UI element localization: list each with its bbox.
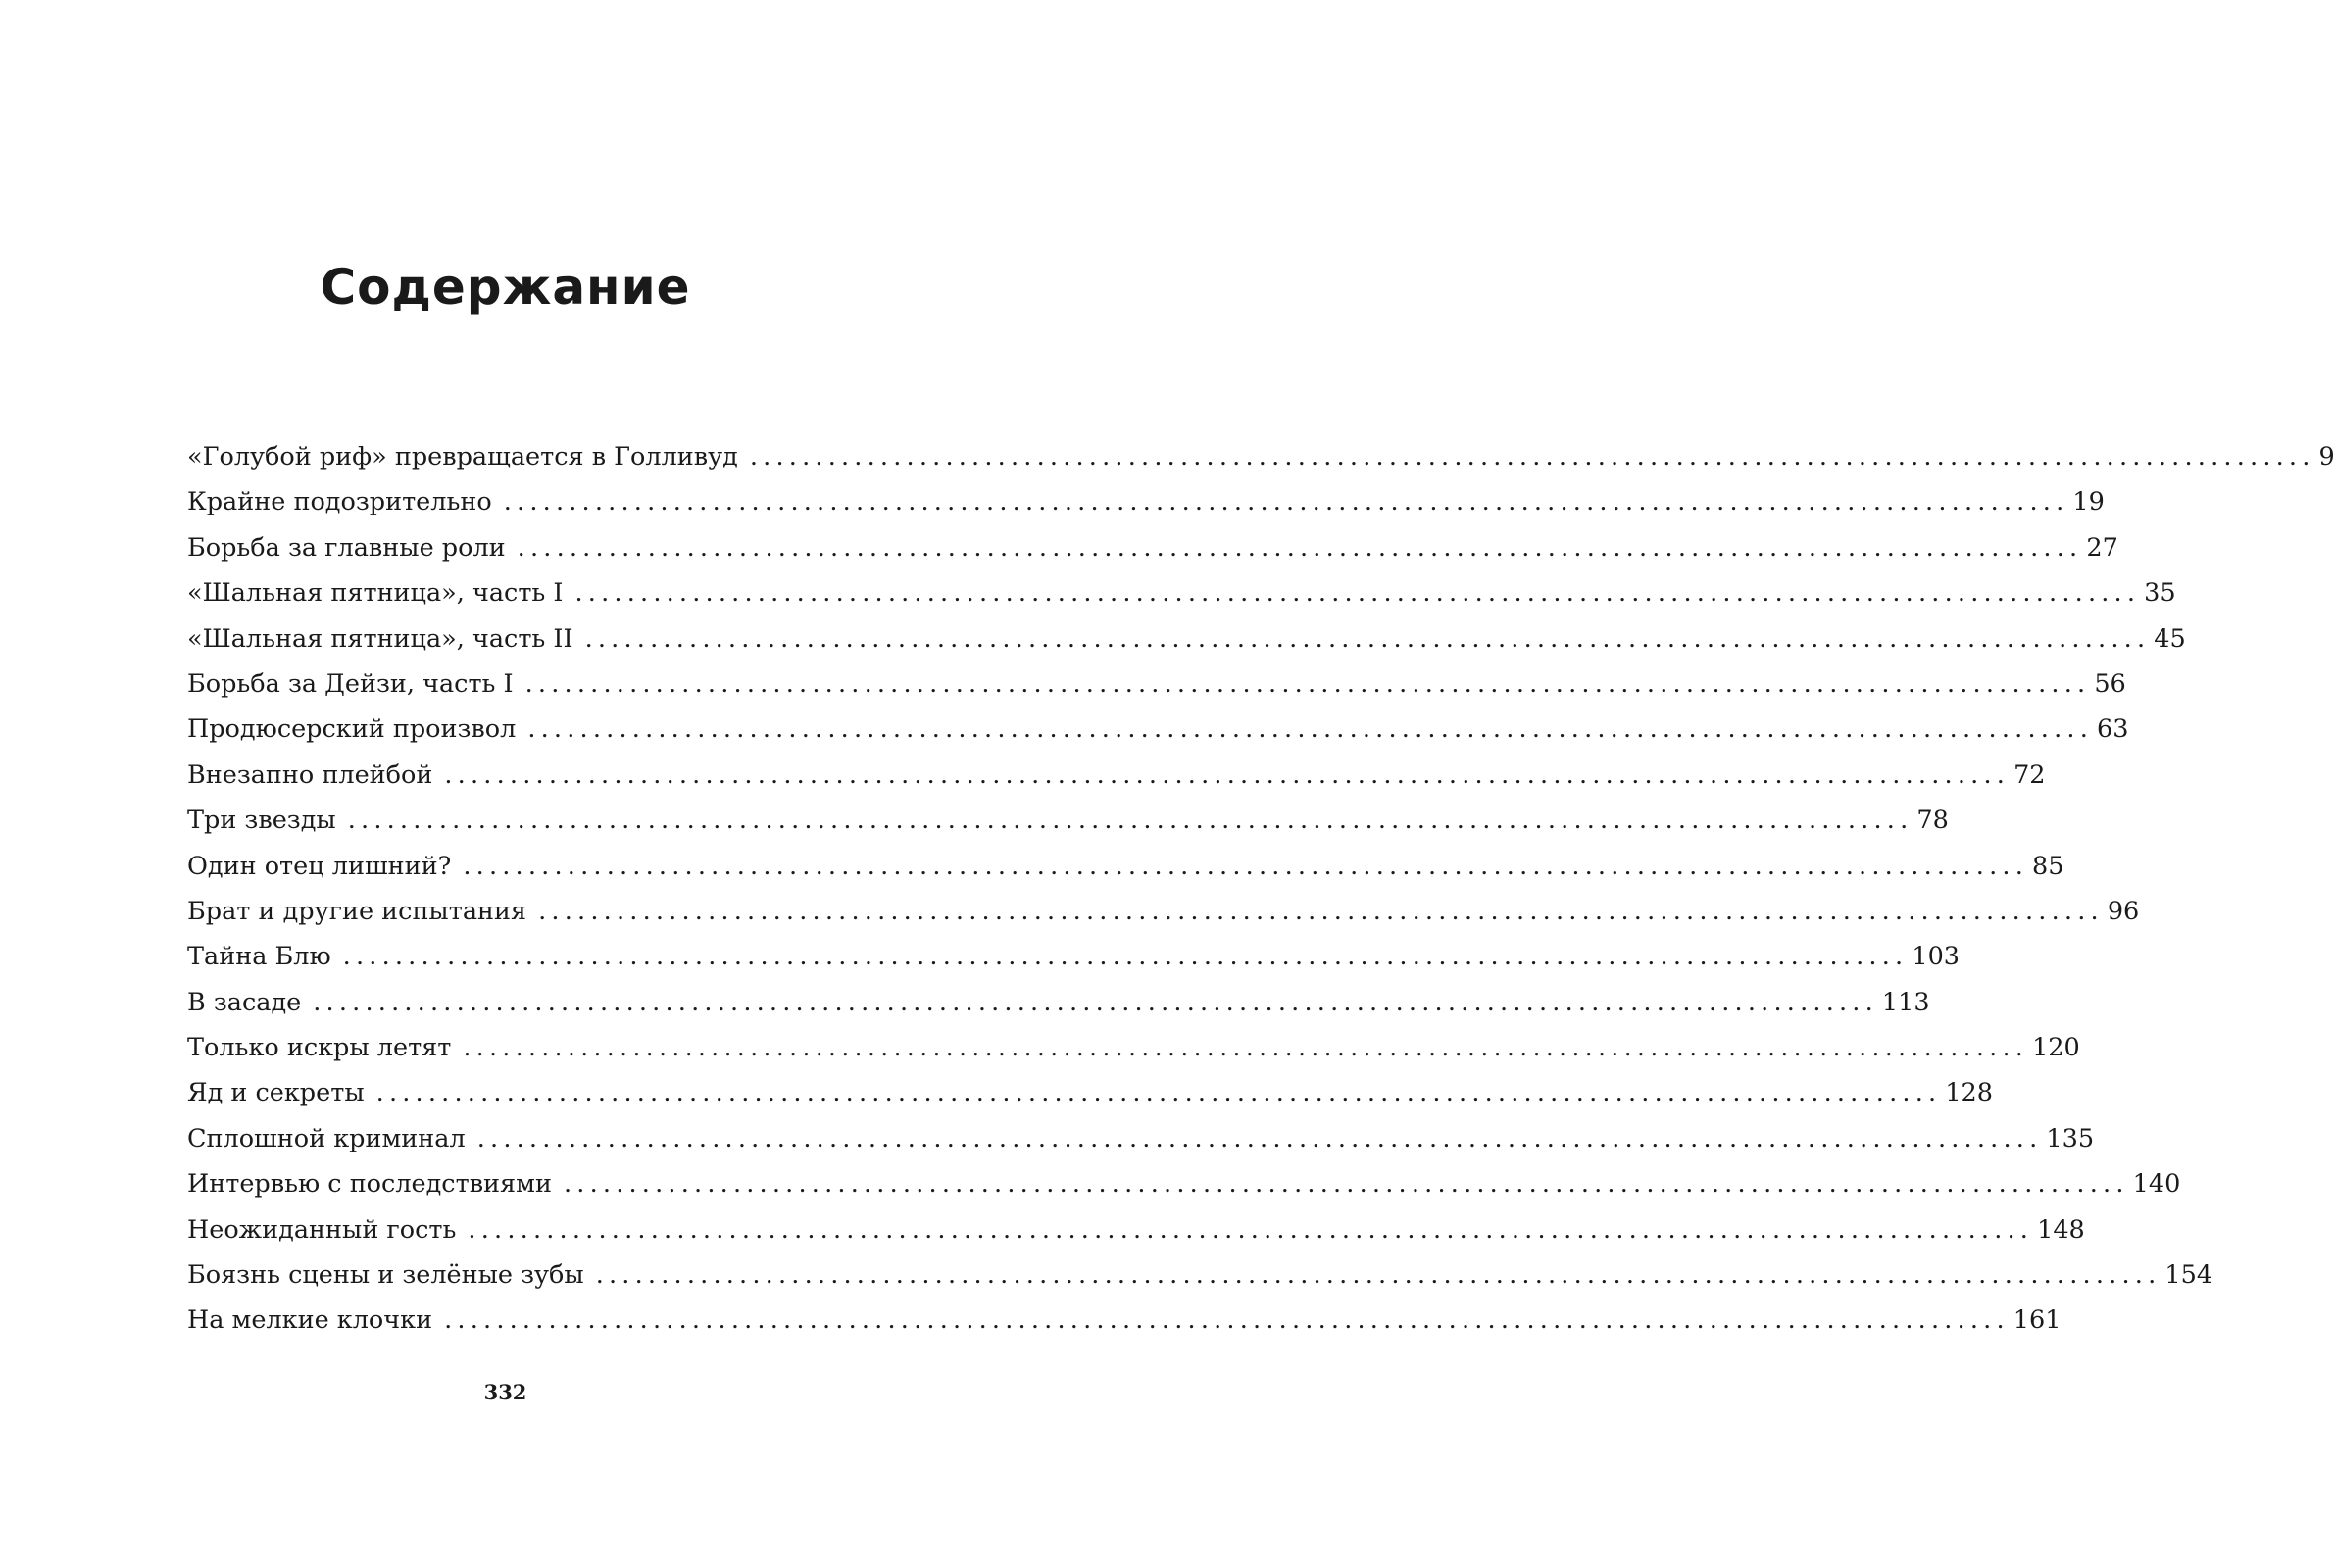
- toc-entry-page: 148: [2037, 1214, 2085, 1245]
- dot-leader: ........................................................................................................................: [313, 987, 1878, 1017]
- toc-entry-title: В засаде: [187, 987, 302, 1017]
- toc-entry: [187, 798, 1949, 843]
- toc-entry-title: Борьба за Дейзи, часть I: [187, 668, 514, 699]
- toc-entry-page: 135: [2046, 1123, 2095, 1153]
- page-number: 332: [483, 1380, 527, 1404]
- dot-leader: ........................................................................................................................: [749, 442, 2315, 471]
- toc-entry-page: 96: [2107, 896, 2140, 926]
- dot-leader: ........................................................................................................................: [444, 1305, 2010, 1336]
- toc-entry-title: Интервью с последствиями: [187, 1169, 552, 1200]
- dot-leader: ........................................................................................................................: [463, 851, 2029, 881]
- toc-entry-title: Боязнь сцены и зелёные зубы: [187, 1260, 584, 1291]
- dot-leader: ........................................................................................................................: [574, 578, 2141, 609]
- page-title: Содержание: [320, 259, 691, 316]
- toc-entry: [187, 844, 2064, 889]
- toc-entry: [187, 616, 2186, 662]
- dot-leader: ........................................................................................................................: [468, 1214, 2034, 1245]
- toc-entry-title: Крайне подозрительно: [187, 487, 492, 517]
- toc-entry-title: Яд и секреты: [187, 1078, 365, 1108]
- toc-entry-page: 35: [2144, 578, 2176, 609]
- toc-entry-page: 140: [2132, 1169, 2181, 1200]
- toc-entry: [187, 570, 2176, 615]
- toc-entry-page: 154: [2164, 1260, 2213, 1291]
- dot-leader: ........................................................................................................................: [503, 487, 2069, 517]
- toc-entry-page: 85: [2032, 851, 2064, 881]
- toc-entry: [187, 1025, 2080, 1070]
- toc-entry-page: 128: [1945, 1078, 1993, 1108]
- dot-leader: ........................................................................................................................: [584, 623, 2151, 654]
- dot-leader: ........................................................................................................................: [524, 668, 2091, 699]
- toc-entry: [187, 1207, 2085, 1252]
- toc-entry-page: 103: [1912, 942, 1961, 972]
- toc-entry-title: Внезапно плейбой: [187, 760, 433, 790]
- toc-entry-title: Борьба за главные роли: [187, 532, 506, 563]
- toc-entry-title: «Шальная пятница», часть II: [187, 623, 573, 654]
- toc-entry-page: 19: [2072, 487, 2105, 517]
- dot-leader: ........................................................................................................................: [342, 942, 1909, 972]
- toc-entry-page: 72: [2013, 760, 2046, 790]
- toc-entry: [187, 707, 2129, 752]
- toc-entry-page: 56: [2094, 668, 2126, 699]
- toc-entry-title: Неожиданный гость: [187, 1214, 457, 1245]
- dot-leader: ........................................................................................................................: [538, 896, 2104, 926]
- toc-entry-title: Продюсерский произвол: [187, 714, 517, 745]
- toc-entry-title: Один отец лишний?: [187, 851, 452, 881]
- toc-entry-title: Три звезды: [187, 806, 336, 836]
- dot-leader: ........................................................................................................................: [347, 806, 1913, 836]
- toc-entry: [187, 934, 1961, 979]
- toc-entry-title: «Шальная пятница», часть I: [187, 578, 564, 609]
- dot-leader: ........................................................................................................................: [517, 532, 2083, 563]
- toc-entry: [187, 479, 2105, 524]
- toc-entry: [187, 1070, 1993, 1115]
- toc-entry-page: 78: [1916, 806, 1949, 836]
- dot-leader: ........................................................................................................................: [476, 1123, 2043, 1153]
- toc-entry-title: Брат и другие испытания: [187, 896, 527, 926]
- toc-entry: [187, 753, 2046, 798]
- toc-entry: [187, 1116, 2095, 1161]
- toc-entry-page: 45: [2154, 623, 2186, 654]
- dot-leader: ........................................................................................................................: [375, 1078, 1942, 1108]
- toc-entry: [187, 662, 2126, 707]
- toc-entry-title: На мелкие клочки: [187, 1305, 433, 1336]
- toc-entry-page: 113: [1881, 987, 1930, 1017]
- toc-entry-title: Только искры летят: [187, 1033, 452, 1063]
- toc-entry: [187, 980, 1930, 1025]
- toc-entry: [187, 1298, 2062, 1343]
- table-of-contents: [187, 434, 2335, 1344]
- toc-entry: [187, 1161, 2181, 1206]
- toc-entry-title: «Голубой риф» превращается в Голливуд: [187, 442, 738, 471]
- toc-entry-page: 120: [2032, 1033, 2080, 1063]
- toc-entry: [187, 525, 2118, 570]
- toc-entry: [187, 889, 2140, 934]
- toc-entry-page: 27: [2086, 532, 2118, 563]
- toc-entry-title: Тайна Блю: [187, 942, 331, 972]
- dot-leader: ........................................................................................................................: [444, 760, 2011, 790]
- toc-entry-title: Сплошной криминал: [187, 1123, 466, 1153]
- dot-leader: ........................................................................................................................: [463, 1033, 2029, 1063]
- toc-entry-page: 9: [2318, 442, 2335, 471]
- toc-entry-page: 63: [2097, 714, 2129, 745]
- dot-leader: ........................................................................................................................: [563, 1169, 2129, 1200]
- toc-entry: [187, 1252, 2213, 1298]
- dot-leader: ........................................................................................................................: [527, 714, 2093, 745]
- toc-entry-page: 161: [2012, 1305, 2062, 1336]
- toc-entry: [187, 434, 2335, 479]
- dot-leader: ........................................................................................................................: [595, 1260, 2161, 1291]
